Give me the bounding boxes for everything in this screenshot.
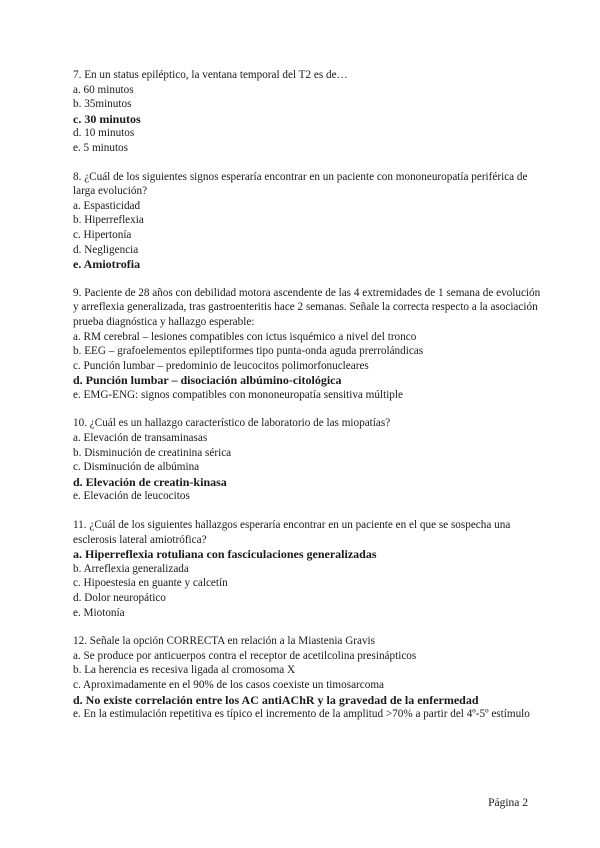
option-d: d. Negligencia: [73, 243, 139, 256]
question-text: 8. ¿Cuál de los siguientes signos esperaría encontrar en un paciente con mononeuropatía periférica de larga evolución?: [73, 170, 528, 198]
option-c: c. Aproximadamente en el 90% de los casos coexiste un timosarcoma: [73, 678, 384, 691]
question-9: [73, 286, 543, 403]
option-a: a. Se produce por anticuerpos contra el receptor de acetilcolina presinápticos: [73, 649, 417, 662]
option-b: b. La herencia es recesiva ligada al cromosoma X: [73, 664, 296, 677]
option-b: b. 35minutos: [73, 98, 132, 111]
option-b: b. Disminución de creatinina sérica: [73, 446, 232, 459]
option-d-correct: d. Punción lumbar – disociación albúmino-citológica: [73, 373, 342, 388]
option-a-correct: a. Hiperreflexia rotuliana con fasciculaciones generalizadas: [73, 547, 377, 562]
question-7: [73, 68, 543, 156]
option-e: e. 5 minutos: [73, 141, 129, 154]
option-d: d. Dolor neuropático: [73, 592, 166, 604]
question-text: 12. Señale la opción CORRECTA en relación a la Miastenia Gravis: [73, 635, 376, 648]
option-a: a. 60 minutos: [73, 83, 134, 96]
option-a: a. RM cerebral – lesiones compatibles con ictus isquémico a nivel del tronco: [73, 330, 417, 343]
option-b: b. EEG – grafoelementos epileptiformes tipo punta-onda aguda prerrolándicas: [73, 345, 424, 358]
option-d: d. 10 minutos: [73, 127, 135, 140]
option-e: e. EMG-ENG: signos compatibles con mononeuropatía sensitiva múltiple: [73, 388, 403, 401]
option-b: b. Arreflexia generalizada: [73, 562, 189, 575]
question-8: [73, 170, 543, 272]
option-c: c. Hipoestesia en guante y calcetín: [73, 577, 228, 590]
question-11: [73, 518, 543, 620]
option-c-correct: c. 30 minutos: [73, 111, 141, 126]
option-a: a. Elevación de transaminasas: [73, 432, 208, 445]
question-text: 10. ¿Cuál es un hallazgo característico de laboratorio de las miopatías?: [73, 417, 391, 430]
question-list: [73, 68, 543, 736]
option-c: c. Hipertonía: [73, 228, 132, 241]
question-text: 7. En un status epiléptico, la ventana temporal del T2 es de…: [73, 69, 348, 81]
option-b: b. Hiperreflexia: [73, 214, 144, 227]
option-d-correct: d. Elevación de creatin-kinasa: [73, 474, 227, 489]
option-e: e. Elevación de leucocitos: [73, 490, 190, 503]
question-text: 9. Paciente de 28 años con debilidad motora ascendente de las 4 extremidades de 1 semana de evolución y arreflexia generalizada, tras gastroenteritis hace 2 semanas. Señale la correcta respecto a la asociación prueba diagnóstica y hallazgo esperable:: [73, 286, 541, 328]
option-e: e. Miotonía: [73, 606, 125, 619]
option-c: c. Disminución de albúmina: [73, 461, 200, 474]
question-12: [73, 634, 543, 722]
page-number: Página 2: [488, 797, 528, 809]
question-text: 11. ¿Cuál de los siguientes hallazgos esperaría encontrar en un paciente en el que se sospecha una esclerosis lateral amiotrófica?: [73, 519, 511, 546]
option-a: a. Espasticidad: [73, 199, 141, 212]
option-e-correct: e. Amiotrofia: [73, 257, 141, 272]
option-d-correct: d. No existe correlación entre los AC antiAChR y la gravedad de la enfermedad: [73, 692, 479, 707]
question-10: [73, 416, 543, 504]
option-c: c. Punción lumbar – predominio de leucocitos polimorfonucleares: [73, 359, 369, 372]
option-e: e. En la estimulación repetitiva es típico el incremento de la amplitud >70% a partir del 4º-5º estímulo: [73, 708, 530, 721]
